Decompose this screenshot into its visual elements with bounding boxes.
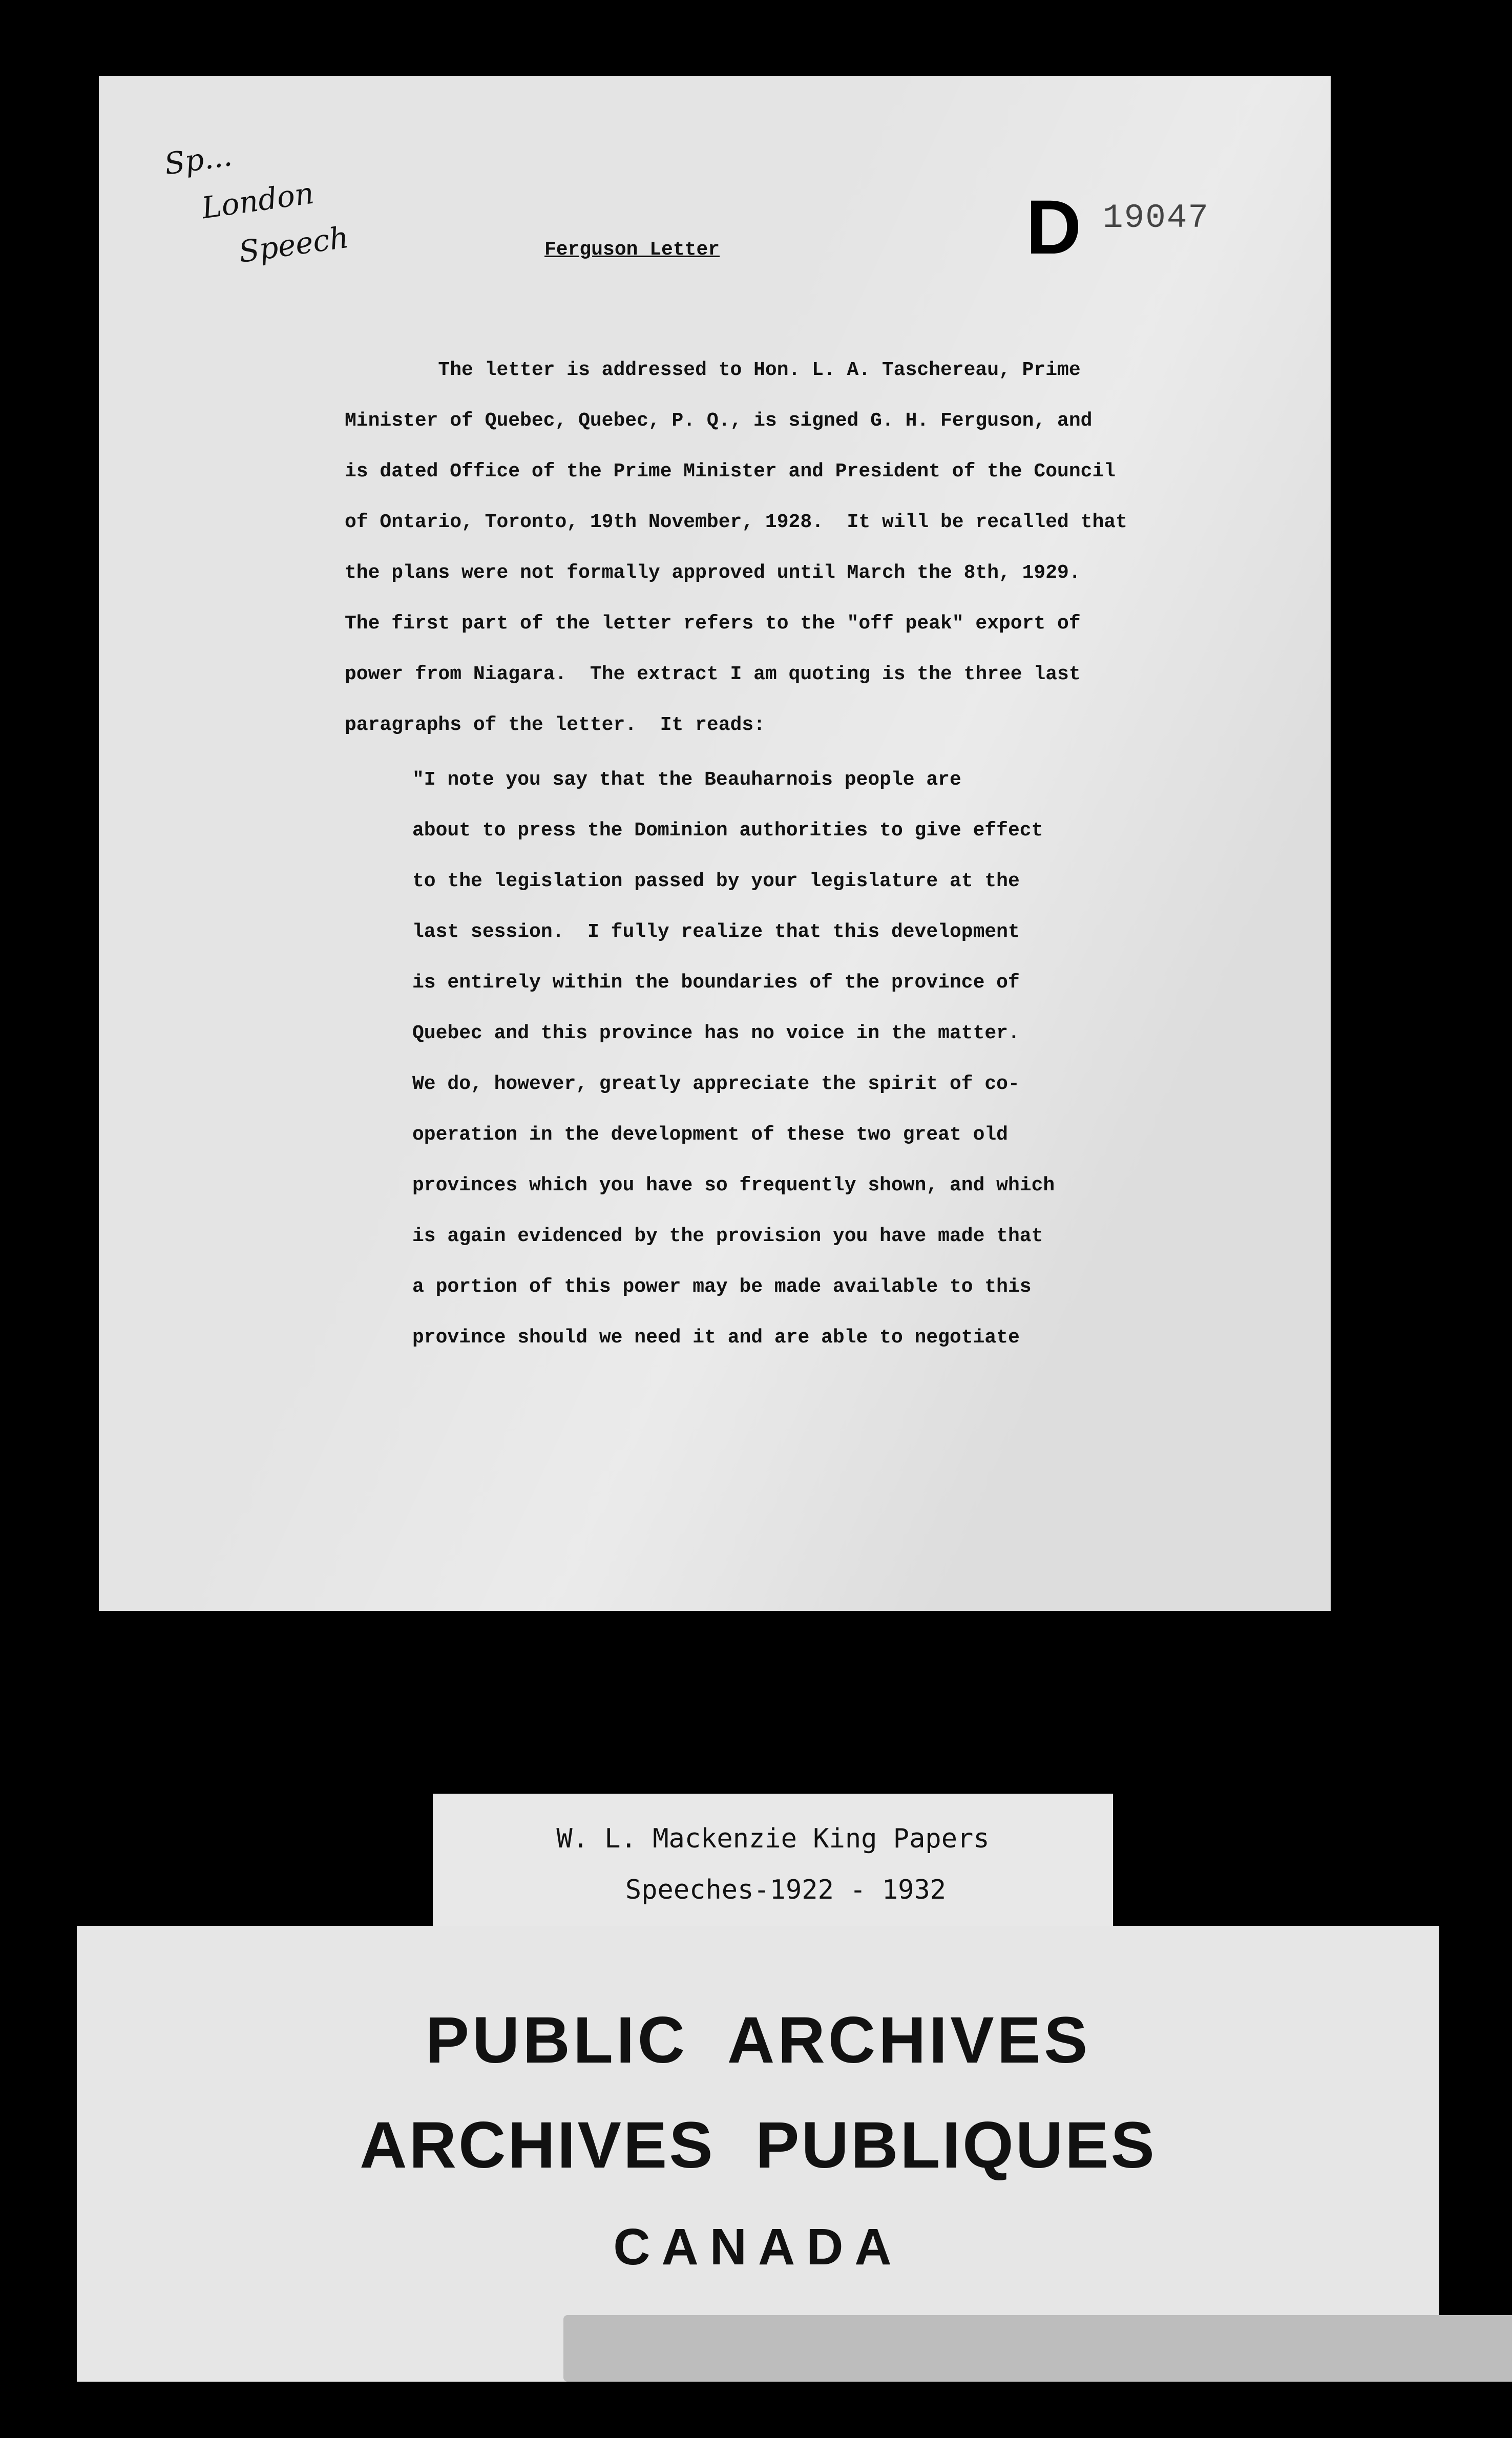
archives-title-fr: ARCHIVES PUBLIQUES xyxy=(360,2109,1157,2182)
collection-label xyxy=(433,1794,1113,1931)
letter-paragraph: The letter is addressed to Hon. L. A. Taschereau, Prime Minister of Quebec, Quebec, P. Q., is signed G. H. Ferguson, and is dated Office of the Prime Minister and President of the Council of Ontario, Toronto, 19th November, 1928. It will be recalled that the plans were not formally approved until March the 8th, 1929. The first part of the letter refers to the "off peak" export of power from Niagara. The extract I am quoting is the three last paragraphs of the letter. It reads: xyxy=(345,359,1127,736)
page-title: Ferguson Letter xyxy=(544,239,720,261)
handwritten-note-line: Sp... xyxy=(162,137,235,182)
archives-country: CANADA xyxy=(613,2218,903,2276)
archives-title-en: PUBLIC ARCHIVES xyxy=(425,2004,1091,2077)
collection-subtitle: Speeches-1922 - 1932 xyxy=(625,1875,947,1905)
handwritten-note-line: London xyxy=(199,175,316,226)
document-mark: D xyxy=(1026,184,1082,270)
letter-quote: "I note you say that the Beauharnois people are about to press the Dominion authorities to give effect to the legislation passed by your legislature at the last session. I fully realize that this development is entirely within the boundaries of the province of Quebec and this province has no voice in the matter. We do, however, greatly appreciate the spirit of co- operation in the development of these two great old provinces which you have so frequently shown, and which is again evidenced by the provision you have made that a portion of this power may be made available to this province should we need it and are able to negotiate xyxy=(412,769,1055,1349)
card-tab xyxy=(563,2315,1512,2382)
document-page xyxy=(99,76,1331,1611)
collection-title: W. L. Mackenzie King Papers xyxy=(556,1823,990,1854)
handwritten-note xyxy=(161,115,364,285)
archives-card xyxy=(77,1926,1439,2382)
handwritten-note-line: Speech xyxy=(237,219,351,270)
document-number: 19047 xyxy=(1103,199,1210,237)
